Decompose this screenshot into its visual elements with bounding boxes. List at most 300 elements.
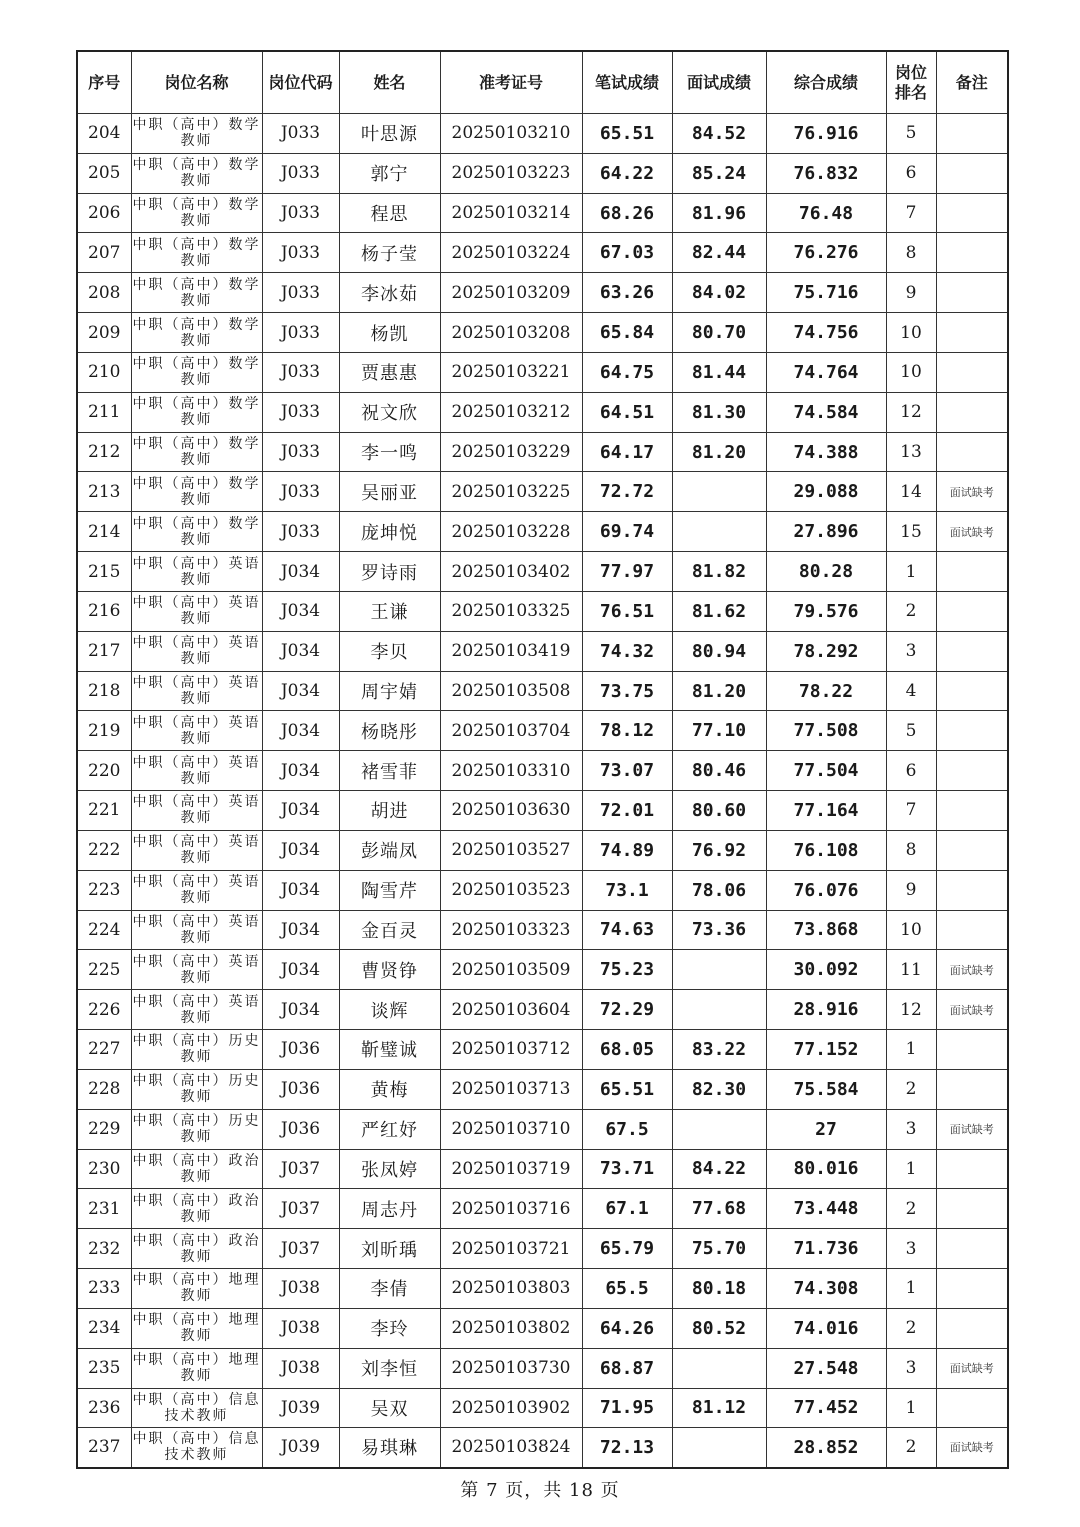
cell-total: 79.576 bbox=[766, 591, 886, 631]
cell-total: 74.016 bbox=[766, 1308, 886, 1348]
cell-total: 28.916 bbox=[766, 990, 886, 1030]
cell-note bbox=[936, 352, 1008, 392]
cell-post-name: 中职（高中）数学教师 bbox=[131, 233, 262, 273]
cell-post-name: 中职（高中）英语教师 bbox=[131, 591, 262, 631]
header-post-code: 岗位代码 bbox=[262, 51, 339, 114]
cell-exam-id: 20250103228 bbox=[440, 512, 582, 552]
cell-post-code: J033 bbox=[262, 233, 339, 273]
cell-interview: 80.18 bbox=[672, 1269, 766, 1309]
cell-seq: 206 bbox=[77, 193, 131, 233]
cell-note bbox=[936, 1030, 1008, 1070]
cell-exam-id: 20250103802 bbox=[440, 1308, 582, 1348]
cell-exam-id: 20250103419 bbox=[440, 631, 582, 671]
cell-post-name: 中职（高中）信息技术教师 bbox=[131, 1428, 262, 1468]
cell-interview: 81.20 bbox=[672, 671, 766, 711]
cell-seq: 228 bbox=[77, 1069, 131, 1109]
cell-name: 刘昕瑀 bbox=[339, 1229, 440, 1269]
cell-exam-id: 20250103721 bbox=[440, 1229, 582, 1269]
cell-seq: 234 bbox=[77, 1308, 131, 1348]
cell-seq: 207 bbox=[77, 233, 131, 273]
cell-interview: 77.68 bbox=[672, 1189, 766, 1229]
cell-name: 李冰茹 bbox=[339, 273, 440, 313]
table-row bbox=[77, 114, 1008, 154]
cell-written: 73.1 bbox=[582, 870, 672, 910]
cell-note bbox=[936, 313, 1008, 353]
cell-total: 74.388 bbox=[766, 432, 886, 472]
header-written: 笔试成绩 bbox=[582, 51, 672, 114]
cell-rank: 8 bbox=[886, 233, 936, 273]
cell-seq: 224 bbox=[77, 910, 131, 950]
cell-post-name: 中职（高中）英语教师 bbox=[131, 910, 262, 950]
cell-interview bbox=[672, 990, 766, 1030]
cell-name: 祝文欣 bbox=[339, 392, 440, 432]
cell-post-code: J033 bbox=[262, 153, 339, 193]
cell-note bbox=[936, 711, 1008, 751]
cell-name: 褚雪菲 bbox=[339, 751, 440, 791]
cell-exam-id: 20250103402 bbox=[440, 552, 582, 592]
cell-post-code: J033 bbox=[262, 512, 339, 552]
cell-note bbox=[936, 791, 1008, 831]
cell-seq: 213 bbox=[77, 472, 131, 512]
cell-post-name: 中职（高中）英语教师 bbox=[131, 830, 262, 870]
table-row bbox=[77, 1069, 1008, 1109]
cell-rank: 5 bbox=[886, 114, 936, 154]
cell-written: 65.84 bbox=[582, 313, 672, 353]
cell-post-name: 中职（高中）英语教师 bbox=[131, 552, 262, 592]
cell-written: 78.12 bbox=[582, 711, 672, 751]
cell-note bbox=[936, 870, 1008, 910]
cell-exam-id: 20250103604 bbox=[440, 990, 582, 1030]
cell-note bbox=[936, 1308, 1008, 1348]
table-row bbox=[77, 313, 1008, 353]
cell-exam-id: 20250103310 bbox=[440, 751, 582, 791]
cell-exam-id: 20250103710 bbox=[440, 1109, 582, 1149]
table-row bbox=[77, 1189, 1008, 1229]
cell-rank: 5 bbox=[886, 711, 936, 751]
cell-written: 64.26 bbox=[582, 1308, 672, 1348]
cell-total: 74.308 bbox=[766, 1269, 886, 1309]
cell-name: 周志丹 bbox=[339, 1189, 440, 1229]
cell-written: 67.5 bbox=[582, 1109, 672, 1149]
cell-total: 74.584 bbox=[766, 392, 886, 432]
cell-total: 80.28 bbox=[766, 552, 886, 592]
cell-written: 71.95 bbox=[582, 1388, 672, 1428]
cell-interview: 85.24 bbox=[672, 153, 766, 193]
cell-rank: 10 bbox=[886, 910, 936, 950]
cell-post-name: 中职（高中）英语教师 bbox=[131, 671, 262, 711]
cell-name: 金百灵 bbox=[339, 910, 440, 950]
cell-post-code: J034 bbox=[262, 711, 339, 751]
cell-post-code: J034 bbox=[262, 671, 339, 711]
table-row bbox=[77, 1229, 1008, 1269]
cell-seq: 208 bbox=[77, 273, 131, 313]
cell-name: 程思 bbox=[339, 193, 440, 233]
cell-exam-id: 20250103225 bbox=[440, 472, 582, 512]
cell-seq: 226 bbox=[77, 990, 131, 1030]
cell-exam-id: 20250103523 bbox=[440, 870, 582, 910]
cell-name: 杨晓彤 bbox=[339, 711, 440, 751]
cell-note bbox=[936, 591, 1008, 631]
cell-post-code: J036 bbox=[262, 1069, 339, 1109]
cell-exam-id: 20250103712 bbox=[440, 1030, 582, 1070]
cell-post-name: 中职（高中）数学教师 bbox=[131, 472, 262, 512]
cell-rank: 3 bbox=[886, 1348, 936, 1388]
cell-name: 贾惠惠 bbox=[339, 352, 440, 392]
table-row bbox=[77, 870, 1008, 910]
cell-post-name: 中职（高中）英语教师 bbox=[131, 751, 262, 791]
cell-total: 77.504 bbox=[766, 751, 886, 791]
cell-note bbox=[936, 1189, 1008, 1229]
cell-post-code: J034 bbox=[262, 751, 339, 791]
cell-exam-id: 20250103223 bbox=[440, 153, 582, 193]
cell-note bbox=[936, 1069, 1008, 1109]
cell-interview: 81.20 bbox=[672, 432, 766, 472]
cell-post-name: 中职（高中）数学教师 bbox=[131, 273, 262, 313]
cell-rank: 1 bbox=[886, 1388, 936, 1428]
cell-note bbox=[936, 114, 1008, 154]
table-row bbox=[77, 352, 1008, 392]
cell-name: 谈辉 bbox=[339, 990, 440, 1030]
cell-post-code: J033 bbox=[262, 313, 339, 353]
cell-post-name: 中职（高中）英语教师 bbox=[131, 870, 262, 910]
cell-seq: 209 bbox=[77, 313, 131, 353]
cell-note bbox=[936, 1388, 1008, 1428]
cell-written: 72.13 bbox=[582, 1428, 672, 1468]
cell-total: 80.016 bbox=[766, 1149, 886, 1189]
table-row bbox=[77, 830, 1008, 870]
cell-note bbox=[936, 392, 1008, 432]
cell-written: 64.51 bbox=[582, 392, 672, 432]
cell-total: 75.716 bbox=[766, 273, 886, 313]
table-row bbox=[77, 1030, 1008, 1070]
cell-post-name: 中职（高中）政治教师 bbox=[131, 1149, 262, 1189]
cell-post-name: 中职（高中）英语教师 bbox=[131, 791, 262, 831]
table-row bbox=[77, 1388, 1008, 1428]
cell-rank: 10 bbox=[886, 352, 936, 392]
cell-rank: 11 bbox=[886, 950, 936, 990]
cell-seq: 237 bbox=[77, 1428, 131, 1468]
cell-name: 罗诗雨 bbox=[339, 552, 440, 592]
cell-post-code: J037 bbox=[262, 1149, 339, 1189]
cell-rank: 3 bbox=[886, 631, 936, 671]
cell-written: 63.26 bbox=[582, 273, 672, 313]
cell-total: 76.916 bbox=[766, 114, 886, 154]
cell-note bbox=[936, 273, 1008, 313]
cell-seq: 212 bbox=[77, 432, 131, 472]
cell-interview bbox=[672, 1428, 766, 1468]
cell-seq: 222 bbox=[77, 830, 131, 870]
cell-post-code: J033 bbox=[262, 432, 339, 472]
cell-rank: 2 bbox=[886, 1428, 936, 1468]
cell-seq: 220 bbox=[77, 751, 131, 791]
cell-name: 王谦 bbox=[339, 591, 440, 631]
cell-interview: 77.10 bbox=[672, 711, 766, 751]
cell-post-name: 中职（高中）历史教师 bbox=[131, 1030, 262, 1070]
cell-written: 64.17 bbox=[582, 432, 672, 472]
cell-post-code: J033 bbox=[262, 193, 339, 233]
header-note: 备注 bbox=[936, 51, 1008, 114]
cell-seq: 236 bbox=[77, 1388, 131, 1428]
cell-seq: 223 bbox=[77, 870, 131, 910]
cell-post-code: J034 bbox=[262, 870, 339, 910]
cell-rank: 6 bbox=[886, 153, 936, 193]
cell-exam-id: 20250103902 bbox=[440, 1388, 582, 1428]
table-row bbox=[77, 910, 1008, 950]
cell-interview: 81.82 bbox=[672, 552, 766, 592]
cell-exam-id: 20250103719 bbox=[440, 1149, 582, 1189]
cell-post-name: 中职（高中）数学教师 bbox=[131, 512, 262, 552]
cell-post-name: 中职（高中）英语教师 bbox=[131, 950, 262, 990]
cell-exam-id: 20250103824 bbox=[440, 1428, 582, 1468]
cell-interview bbox=[672, 512, 766, 552]
cell-post-code: J038 bbox=[262, 1308, 339, 1348]
cell-note: 面试缺考 bbox=[936, 472, 1008, 512]
table-row bbox=[77, 791, 1008, 831]
cell-rank: 2 bbox=[886, 591, 936, 631]
cell-total: 71.736 bbox=[766, 1229, 886, 1269]
cell-seq: 225 bbox=[77, 950, 131, 990]
cell-total: 73.868 bbox=[766, 910, 886, 950]
cell-exam-id: 20250103803 bbox=[440, 1269, 582, 1309]
cell-note bbox=[936, 552, 1008, 592]
cell-post-name: 中职（高中）信息技术教师 bbox=[131, 1388, 262, 1428]
cell-post-name: 中职（高中）政治教师 bbox=[131, 1229, 262, 1269]
cell-interview: 84.52 bbox=[672, 114, 766, 154]
cell-total: 77.452 bbox=[766, 1388, 886, 1428]
cell-rank: 7 bbox=[886, 791, 936, 831]
cell-exam-id: 20250103509 bbox=[440, 950, 582, 990]
cell-written: 74.89 bbox=[582, 830, 672, 870]
cell-written: 74.32 bbox=[582, 631, 672, 671]
cell-post-name: 中职（高中）地理教师 bbox=[131, 1308, 262, 1348]
cell-total: 77.164 bbox=[766, 791, 886, 831]
cell-post-name: 中职（高中）英语教师 bbox=[131, 631, 262, 671]
cell-post-code: J034 bbox=[262, 990, 339, 1030]
cell-seq: 218 bbox=[77, 671, 131, 711]
cell-written: 76.51 bbox=[582, 591, 672, 631]
cell-total: 27 bbox=[766, 1109, 886, 1149]
cell-written: 75.23 bbox=[582, 950, 672, 990]
cell-rank: 13 bbox=[886, 432, 936, 472]
cell-name: 胡进 bbox=[339, 791, 440, 831]
table-row bbox=[77, 193, 1008, 233]
cell-total: 28.852 bbox=[766, 1428, 886, 1468]
cell-note bbox=[936, 193, 1008, 233]
cell-name: 吴双 bbox=[339, 1388, 440, 1428]
cell-post-name: 中职（高中）数学教师 bbox=[131, 114, 262, 154]
cell-post-name: 中职（高中）数学教师 bbox=[131, 432, 262, 472]
cell-interview: 80.60 bbox=[672, 791, 766, 831]
cell-total: 78.292 bbox=[766, 631, 886, 671]
table-row bbox=[77, 472, 1008, 512]
cell-total: 77.152 bbox=[766, 1030, 886, 1070]
cell-interview: 84.02 bbox=[672, 273, 766, 313]
cell-seq: 216 bbox=[77, 591, 131, 631]
cell-seq: 205 bbox=[77, 153, 131, 193]
cell-total: 75.584 bbox=[766, 1069, 886, 1109]
header-post-name: 岗位名称 bbox=[131, 51, 262, 114]
header-exam-id: 准考证号 bbox=[440, 51, 582, 114]
cell-interview: 82.30 bbox=[672, 1069, 766, 1109]
cell-rank: 15 bbox=[886, 512, 936, 552]
cell-rank: 9 bbox=[886, 273, 936, 313]
cell-note: 面试缺考 bbox=[936, 1109, 1008, 1149]
cell-post-name: 中职（高中）数学教师 bbox=[131, 153, 262, 193]
cell-post-code: J034 bbox=[262, 631, 339, 671]
cell-name: 严红妤 bbox=[339, 1109, 440, 1149]
cell-post-name: 中职（高中）数学教师 bbox=[131, 313, 262, 353]
cell-post-code: J034 bbox=[262, 791, 339, 831]
cell-seq: 227 bbox=[77, 1030, 131, 1070]
cell-rank: 10 bbox=[886, 313, 936, 353]
cell-seq: 219 bbox=[77, 711, 131, 751]
header-row bbox=[77, 51, 1008, 114]
cell-rank: 9 bbox=[886, 870, 936, 910]
cell-written: 72.01 bbox=[582, 791, 672, 831]
table-row bbox=[77, 1149, 1008, 1189]
header-total: 综合成绩 bbox=[766, 51, 886, 114]
results-table bbox=[76, 50, 1009, 1469]
cell-rank: 1 bbox=[886, 1269, 936, 1309]
cell-post-code: J034 bbox=[262, 830, 339, 870]
table-row bbox=[77, 392, 1008, 432]
cell-post-code: J037 bbox=[262, 1229, 339, 1269]
cell-total: 29.088 bbox=[766, 472, 886, 512]
cell-seq: 215 bbox=[77, 552, 131, 592]
cell-post-name: 中职（高中）数学教师 bbox=[131, 392, 262, 432]
cell-seq: 233 bbox=[77, 1269, 131, 1309]
cell-name: 郭宁 bbox=[339, 153, 440, 193]
cell-total: 76.48 bbox=[766, 193, 886, 233]
table-row bbox=[77, 153, 1008, 193]
cell-note: 面试缺考 bbox=[936, 950, 1008, 990]
cell-post-name: 中职（高中）数学教师 bbox=[131, 352, 262, 392]
cell-written: 68.87 bbox=[582, 1348, 672, 1388]
cell-note bbox=[936, 1269, 1008, 1309]
cell-written: 72.72 bbox=[582, 472, 672, 512]
cell-total: 76.276 bbox=[766, 233, 886, 273]
cell-name: 周宇婧 bbox=[339, 671, 440, 711]
cell-rank: 2 bbox=[886, 1069, 936, 1109]
cell-post-name: 中职（高中）政治教师 bbox=[131, 1189, 262, 1229]
cell-seq: 231 bbox=[77, 1189, 131, 1229]
cell-written: 68.05 bbox=[582, 1030, 672, 1070]
cell-total: 76.076 bbox=[766, 870, 886, 910]
cell-interview: 81.96 bbox=[672, 193, 766, 233]
cell-rank: 8 bbox=[886, 830, 936, 870]
cell-written: 65.5 bbox=[582, 1269, 672, 1309]
cell-written: 65.51 bbox=[582, 114, 672, 154]
table-row bbox=[77, 512, 1008, 552]
cell-note bbox=[936, 910, 1008, 950]
cell-written: 77.97 bbox=[582, 552, 672, 592]
cell-rank: 6 bbox=[886, 751, 936, 791]
cell-exam-id: 20250103209 bbox=[440, 273, 582, 313]
cell-post-code: J033 bbox=[262, 114, 339, 154]
cell-interview: 82.44 bbox=[672, 233, 766, 273]
cell-total: 73.448 bbox=[766, 1189, 886, 1229]
cell-post-code: J033 bbox=[262, 352, 339, 392]
cell-note bbox=[936, 671, 1008, 711]
cell-exam-id: 20250103630 bbox=[440, 791, 582, 831]
cell-name: 李一鸣 bbox=[339, 432, 440, 472]
header-interview: 面试成绩 bbox=[672, 51, 766, 114]
cell-written: 74.63 bbox=[582, 910, 672, 950]
cell-total: 76.832 bbox=[766, 153, 886, 193]
cell-seq: 230 bbox=[77, 1149, 131, 1189]
cell-exam-id: 20250103704 bbox=[440, 711, 582, 751]
cell-note: 面试缺考 bbox=[936, 990, 1008, 1030]
cell-written: 64.22 bbox=[582, 153, 672, 193]
cell-interview: 80.94 bbox=[672, 631, 766, 671]
cell-written: 67.03 bbox=[582, 233, 672, 273]
cell-name: 杨子莹 bbox=[339, 233, 440, 273]
table-row bbox=[77, 711, 1008, 751]
cell-exam-id: 20250103212 bbox=[440, 392, 582, 432]
cell-post-code: J038 bbox=[262, 1348, 339, 1388]
cell-post-name: 中职（高中）地理教师 bbox=[131, 1269, 262, 1309]
cell-written: 73.75 bbox=[582, 671, 672, 711]
cell-seq: 214 bbox=[77, 512, 131, 552]
cell-post-name: 中职（高中）地理教师 bbox=[131, 1348, 262, 1388]
cell-post-code: J039 bbox=[262, 1388, 339, 1428]
cell-post-code: J037 bbox=[262, 1189, 339, 1229]
cell-post-code: J033 bbox=[262, 392, 339, 432]
cell-total: 30.092 bbox=[766, 950, 886, 990]
cell-interview: 76.92 bbox=[672, 830, 766, 870]
cell-post-code: J034 bbox=[262, 950, 339, 990]
cell-post-code: J033 bbox=[262, 273, 339, 313]
cell-written: 73.07 bbox=[582, 751, 672, 791]
table-row bbox=[77, 671, 1008, 711]
cell-exam-id: 20250103210 bbox=[440, 114, 582, 154]
cell-post-code: J034 bbox=[262, 552, 339, 592]
cell-note bbox=[936, 751, 1008, 791]
cell-post-name: 中职（高中）历史教师 bbox=[131, 1109, 262, 1149]
cell-post-code: J038 bbox=[262, 1269, 339, 1309]
cell-seq: 210 bbox=[77, 352, 131, 392]
cell-interview bbox=[672, 950, 766, 990]
cell-seq: 229 bbox=[77, 1109, 131, 1149]
cell-note bbox=[936, 233, 1008, 273]
cell-name: 庞坤悦 bbox=[339, 512, 440, 552]
header-rank: 岗位排名 bbox=[886, 51, 936, 114]
cell-exam-id: 20250103323 bbox=[440, 910, 582, 950]
cell-name: 彭端凤 bbox=[339, 830, 440, 870]
cell-exam-id: 20250103229 bbox=[440, 432, 582, 472]
cell-rank: 12 bbox=[886, 990, 936, 1030]
cell-post-name: 中职（高中）英语教师 bbox=[131, 711, 262, 751]
cell-total: 78.22 bbox=[766, 671, 886, 711]
cell-note bbox=[936, 1229, 1008, 1269]
header-name: 姓名 bbox=[339, 51, 440, 114]
table-row bbox=[77, 1109, 1008, 1149]
cell-rank: 4 bbox=[886, 671, 936, 711]
cell-rank: 14 bbox=[886, 472, 936, 512]
cell-rank: 7 bbox=[886, 193, 936, 233]
cell-rank: 3 bbox=[886, 1109, 936, 1149]
cell-post-name: 中职（高中）历史教师 bbox=[131, 1069, 262, 1109]
cell-post-code: J034 bbox=[262, 910, 339, 950]
cell-name: 吴丽亚 bbox=[339, 472, 440, 512]
cell-interview: 81.62 bbox=[672, 591, 766, 631]
cell-exam-id: 20250103221 bbox=[440, 352, 582, 392]
cell-interview: 83.22 bbox=[672, 1030, 766, 1070]
cell-interview: 73.36 bbox=[672, 910, 766, 950]
cell-interview: 75.70 bbox=[672, 1229, 766, 1269]
cell-total: 76.108 bbox=[766, 830, 886, 870]
cell-interview: 81.12 bbox=[672, 1388, 766, 1428]
